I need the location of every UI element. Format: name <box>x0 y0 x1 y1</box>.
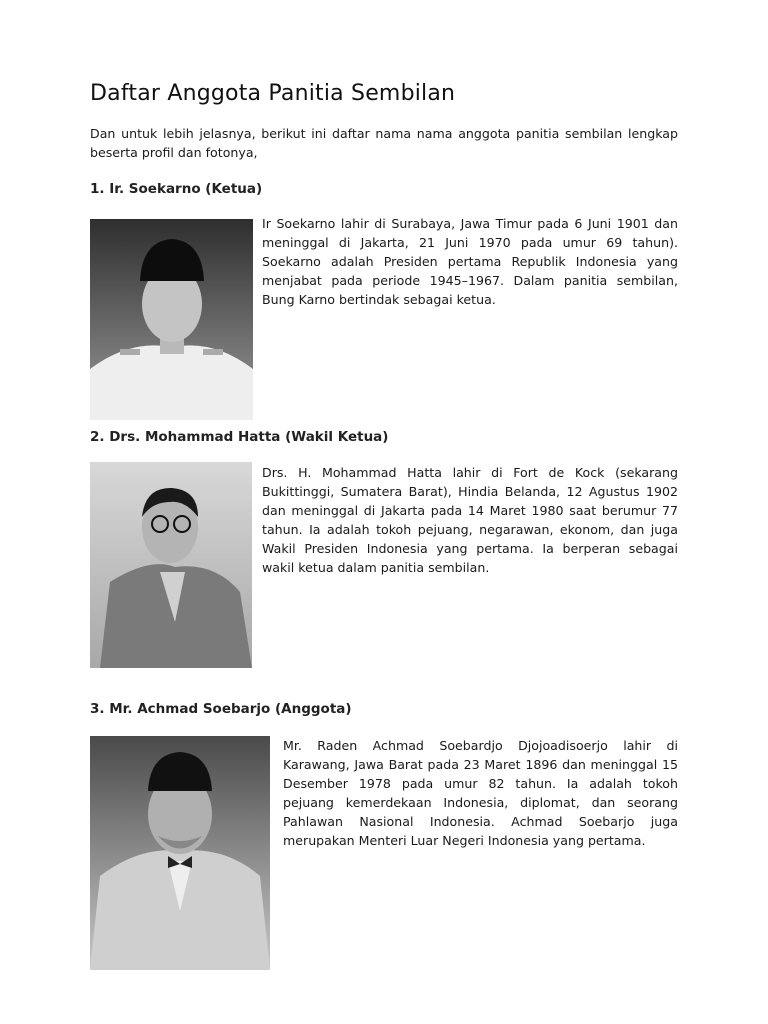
member-bio-soebarjo <box>283 736 678 850</box>
bio-line: tahun. Ia adalah tokoh pejuang, negarawan, ekonom, dan juga <box>262 522 678 537</box>
member-bio-hatta <box>262 463 678 577</box>
member-heading-soebarjo: 3. Mr. Achmad Soebarjo (Anggota) <box>90 701 352 717</box>
member-heading-soekarno: 1. Ir. Soekarno (Ketua) <box>90 181 263 197</box>
bio-line: Bukittinggi, Sumatera Barat), Hindia Belanda, 12 Agustus 1902 <box>262 484 678 499</box>
intro-line: Dan untuk lebih jelasnya, berikut ini daftar nama nama anggota panitia sembilan lengkap <box>90 126 678 141</box>
bio-line: Drs. H. Mohammad Hatta lahir di Fort de Kock (sekarang <box>262 465 678 480</box>
member-heading-hatta: 2. Drs. Mohammad Hatta (Wakil Ketua) <box>90 429 389 445</box>
bio-line: Karawang, Jawa Barat pada 23 Maret 1896 dan meninggal 15 <box>283 757 678 772</box>
page-title: Daftar Anggota Panitia Sembilan <box>90 81 456 106</box>
bio-line: menjabat pada periode 1945–1967. Dalam panitia sembilan, <box>262 273 678 288</box>
bio-line: Pahlawan Nasional Indonesia. Achmad Soebarjo juga <box>283 814 678 829</box>
bio-line: Bung Karno bertindak sebagai ketua. <box>262 292 496 307</box>
bio-line: Mr. Raden Achmad Soebardjo Djojoadisoerjo lahir di <box>283 738 678 753</box>
intro-line: beserta profil dan fotonya, <box>90 145 258 160</box>
member-bio-soekarno <box>262 214 678 309</box>
bio-line: Soekarno adalah Presiden pertama Republik Indonesia yang <box>262 254 678 269</box>
bio-line: dan meninggal di Jakarta pada 14 Maret 1980 saat berumur 77 <box>262 503 678 518</box>
photo-soebarjo <box>90 736 270 970</box>
photo-soekarno <box>90 219 253 420</box>
bio-line: Ir Soekarno lahir di Surabaya, Jawa Timur pada 6 Juni 1901 dan <box>262 216 678 231</box>
bio-line: meninggal di Jakarta, 21 Juni 1970 pada umur 69 tahun). <box>262 235 678 250</box>
bio-line: Desember 1978 pada umur 82 tahun. Ia adalah tokoh <box>283 776 678 791</box>
photo-hatta <box>90 462 252 668</box>
bio-line: pejuang kemerdekaan Indonesia, diplomat, dan seorang <box>283 795 678 810</box>
bio-line: wakil ketua dalam panitia sembilan. <box>262 560 490 575</box>
bio-line: Wakil Presiden Indonesia yang pertama. Ia berperan sebagai <box>262 541 678 556</box>
bio-line: merupakan Menteri Luar Negeri Indonesia yang pertama. <box>283 833 646 848</box>
intro-paragraph <box>90 124 678 162</box>
